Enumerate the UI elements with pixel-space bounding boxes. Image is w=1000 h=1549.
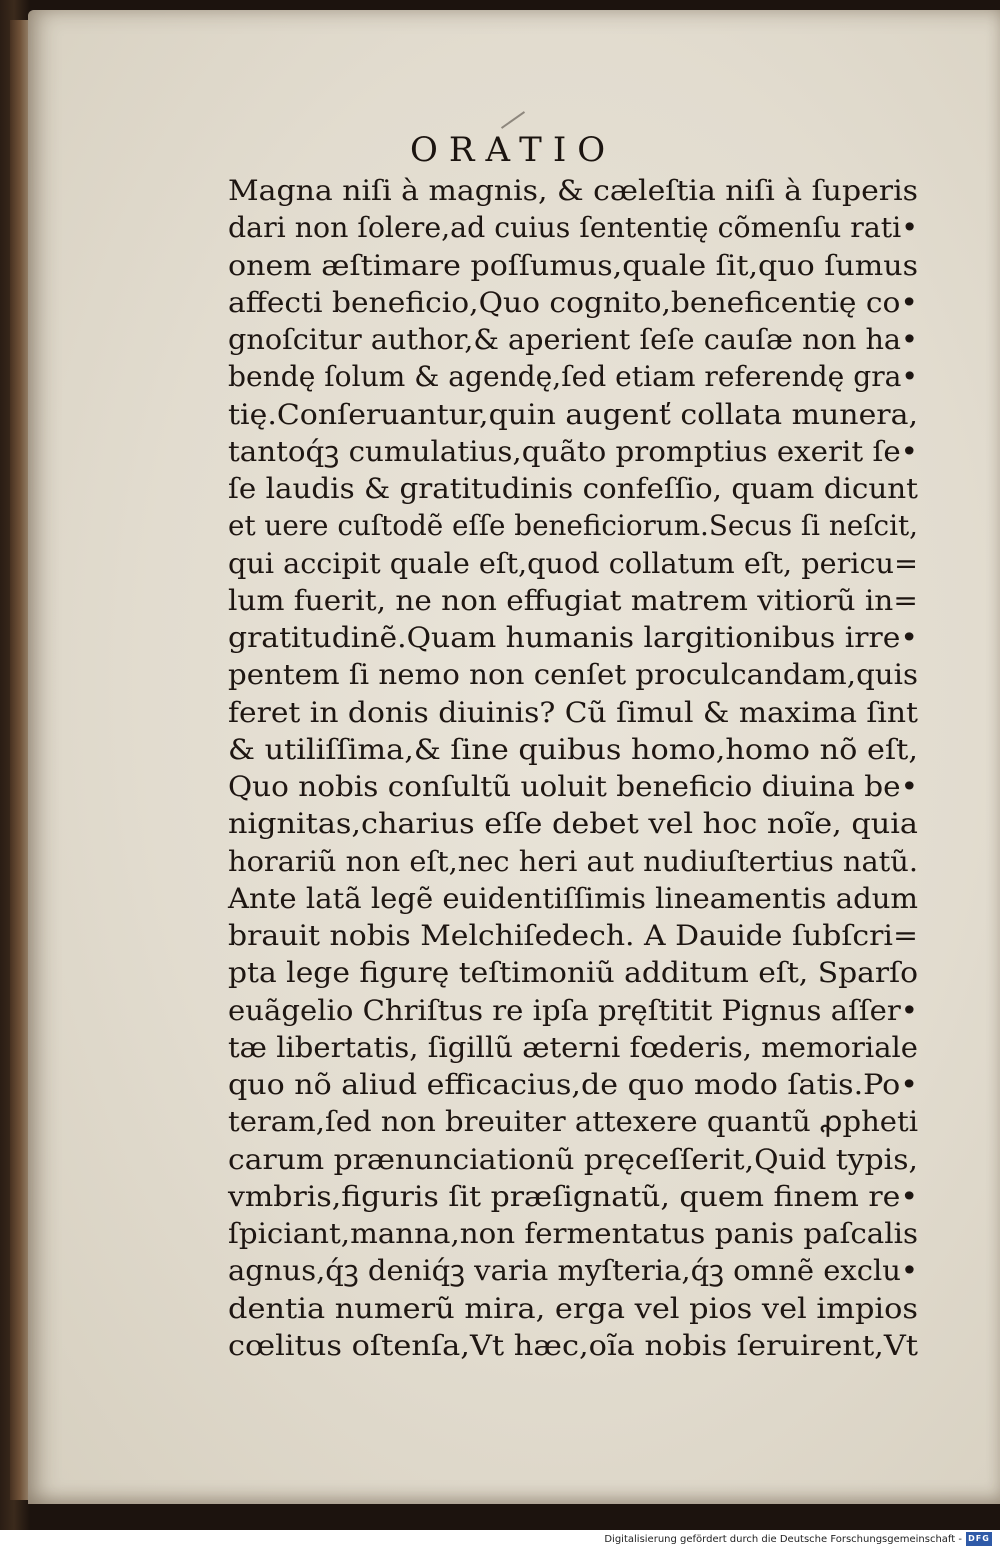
text-line: pta lege figurę teſtimoniũ additum eſt, Sparſo — [228, 956, 918, 990]
text-line: horariũ non eſt,nec heri aut nudiuſtertius natũ. — [228, 844, 918, 878]
text-line: brauit nobis Melchiſedech. A Dauide ſubſcri= — [228, 919, 919, 952]
text-line: ſpiciant,manna,non fermentatus panis paſcalis — [228, 1217, 918, 1250]
text-line: quo nõ aliud efficacius,de quo modo ſatis.Po• — [228, 1068, 918, 1101]
text-line: affecti beneficio,Quo cognito,beneficentię co• — [228, 285, 918, 319]
text-line: ſe laudis & gratitudinis confeſſio, quam dicunt — [228, 472, 918, 505]
text-line: feret in donis diuinis? Cũ ſimul & maxima ſint — [228, 695, 919, 729]
text-line: vmbris,figuris ſit præſignatũ, quem finem re• — [228, 1179, 919, 1213]
text-line: euãgelio Chriſtus re ipſa pręſtitit Pignus aſſer• — [228, 993, 918, 1027]
text-line: & utiliſſima,& ſine quibus homo,homo nõ eſt, — [228, 732, 918, 766]
running-head: ORATIO — [410, 130, 617, 170]
text-line: Quo nobis conſultũ uoluit beneficio diuina be• — [228, 770, 918, 803]
text-line: tię.Conſeruantur,quin augenť collata munera, — [228, 397, 919, 431]
text-line: lum fuerit, ne non effugiat matrem vitiorũ in= — [228, 583, 919, 617]
text-line: teram,ſed non breuiter attexere quantũ ꝓpheti — [228, 1105, 919, 1139]
text-line: et uere cuſtodẽ eſſe beneficiorum.Secus ſi neſcit, — [228, 509, 918, 543]
text-line: Ante latã legẽ euidentiſſimis lineamentis adum — [228, 881, 919, 915]
text-line: Magna niſi à magnis, & cæleſtia niſi à ſuperis — [228, 174, 919, 207]
text-line: gnoſcitur author,& aperient ſeſe cauſæ non ha• — [228, 323, 918, 356]
text-line: bendę ſolum & agendę,ſed etiam referendę gra• — [228, 360, 918, 394]
text-line: nignitas,charius eſſe debet vel hoc noĩe, quia — [228, 807, 918, 841]
text-line: tantoq́ꝫ cumulatius,quãto promptius exerit ſe• — [228, 434, 918, 468]
dfg-logo[interactable]: DFG — [966, 1532, 992, 1546]
text-line: pentem ſi nemo non cenſet proculcandam,quis — [228, 658, 919, 692]
text-line: agnus,q́ꝫ deniq́ꝫ varia myſteria,q́ꝫ omnẽ exclu• — [228, 1254, 919, 1288]
ink-mark — [501, 111, 525, 129]
text-line: onem æſtimare poſſumus,quale ſit,quo ſumus — [228, 248, 919, 282]
text-line: cœlitus oſtenſa,Vt hæc,oĩa nobis ſeruirent,Vt — [228, 1328, 919, 1362]
body-text — [228, 172, 918, 1364]
text-line: qui accipit quale eſt,quod collatum eſt, pericu= — [228, 546, 919, 580]
text-line: carum prænunciationũ pręceſſerit,Quid typis, — [228, 1142, 918, 1176]
text-line: tæ libertatis, ſigillũ æterni fœderis, memoriale — [228, 1030, 918, 1064]
text-line: dari non ſolere,ad cuius ſententię cõmenſu rati• — [228, 211, 919, 245]
funding-credit: Digitalisierung gefördert durch die Deutsche Forschungsgemeinschaft - — [604, 1534, 962, 1545]
text-line: gratitudinẽ.Quam humanis largitionibus irre• — [228, 621, 918, 654]
text-line: dentia numerũ mira, erga vel pios vel impios — [228, 1291, 919, 1325]
